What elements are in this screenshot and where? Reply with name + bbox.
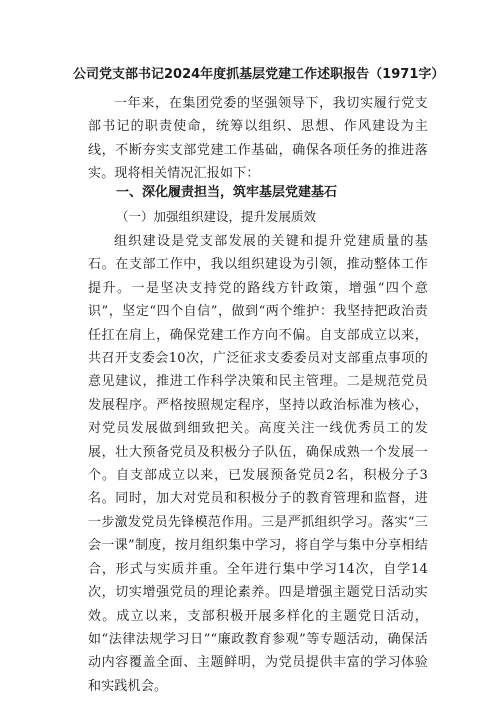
intro-paragraph: 一年来，在集团党委的坚强领导下，我切实履行党支部书记的职责使命，统筹以组织、思想、作风建设为主线，不断夯实支部党建工作基础，确保各项任务的推进落实。现将相关情况汇报如下： [88, 96, 428, 182]
document-title: 公司党支部书记2024年度抓基层党建工作述职报告（1971字） [73, 67, 445, 82]
subsection-heading: （一）加强组织建设，提升发展质效 [116, 209, 317, 224]
section-heading: 一、深化履责担当，筑牢基层党建基石 [116, 185, 338, 200]
body-paragraph: 组织建设是党支部发展的关键和提升党建质量的基石。在支部工作中，我以组织建设为引领，推动整体工作提升。一是坚决支持党的路线方针政策，增强“四个意识”，坚定“四个自信”，做到“两个维护：我坚持把政治责任扛在肩上，确保党建工作方向不偏。自支部成立以来，共召开支委会10次，广泛征求支委委员对支部重点事项的意见建议，推进工作科学决策和民主管理。二是规范党员发展程序。严格按照规定程序，坚持以政治标准为核心，对党员发展做到细致把关。高度关注一线优秀员工的发展，壮大预备党员及积极分子队伍，确保成熟一个发展一个。自支部成立以来，已发展预备党员2名，积极分子3名。同时，加大对党员和积极分子的教育管理和监督，进一步激发党员先锋模范作用。三是严抓组织学习。落实“三会一课”制度，按月组织集中学习，将自学与集中分享相结合，形式与实质并重。全年进行集中学习14次，自学14次，切实增强党员的理论素养。四是增强主题党日活动实效。成立以来，支部积极开展多样化的主题党日活动，如“法律法规学习日”“廉政教育参观”等专题活动，确保活动内容覆盖全面、主题鲜明，为党员提供丰富的学习体验和实践机会。 [88, 234, 428, 694]
